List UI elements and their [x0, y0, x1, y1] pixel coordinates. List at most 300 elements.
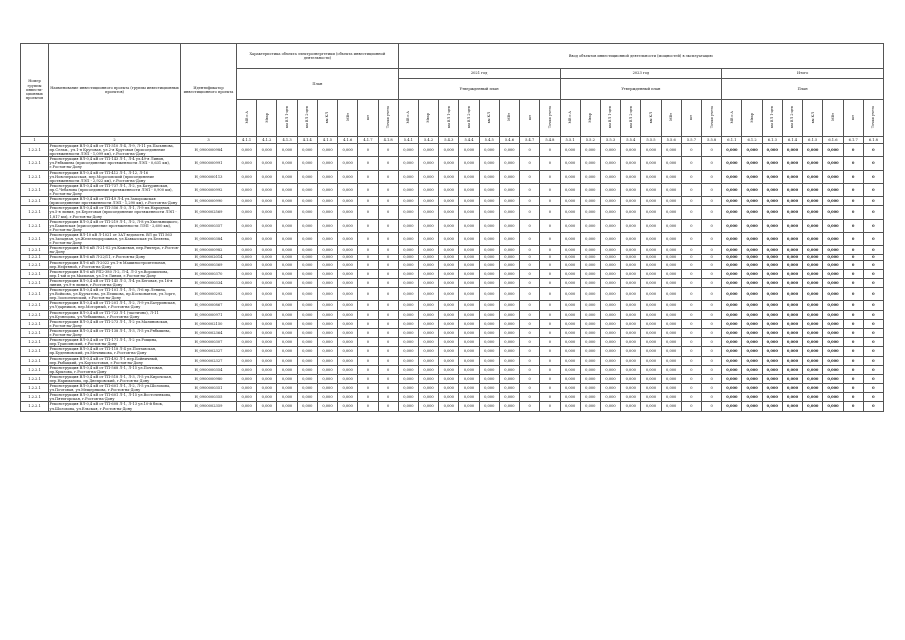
value-cell: 0,000	[722, 402, 742, 411]
value-cell: 0,000	[722, 288, 742, 301]
column-number: 4.1.8	[378, 137, 398, 144]
table-row	[21, 144, 884, 157]
value-cell: 0,000	[803, 197, 823, 206]
value-cell: 0,000	[600, 393, 620, 402]
value-cell: 0,000	[439, 255, 459, 260]
value-cell: 0,000	[418, 246, 438, 255]
value-cell: 0	[843, 328, 863, 337]
value-cell: 0,000	[317, 365, 337, 374]
value-cell: 0,000	[499, 356, 519, 365]
value-cell: 0	[863, 301, 883, 310]
value-cell: 0	[863, 288, 883, 301]
value-cell: 0,000	[722, 269, 742, 278]
value-cell: 0,000	[722, 347, 742, 356]
value-cell: 0,000	[722, 170, 742, 183]
value-cell: 0,000	[338, 170, 358, 183]
value-cell: 0	[702, 197, 722, 206]
value-cell: 0,000	[338, 365, 358, 374]
value-cell: 0,000	[600, 365, 620, 374]
header-project-id: Идентификатор инвестиционного проекта	[181, 44, 237, 137]
value-cell: 0,000	[459, 157, 479, 170]
value-cell: 0,000	[803, 288, 823, 301]
value-cell: 0,000	[459, 197, 479, 206]
value-cell: 0	[843, 356, 863, 365]
value-cell: 0,000	[661, 232, 681, 245]
value-cell: 0,000	[782, 170, 802, 183]
value-cell: 0	[681, 170, 701, 183]
value-cell: 0,000	[439, 393, 459, 402]
value-cell: 0,000	[641, 278, 661, 287]
value-cell: 0	[378, 206, 398, 219]
value-cell: 0	[843, 206, 863, 219]
value-cell: 0,000	[237, 144, 257, 157]
value-cell: 0,000	[621, 219, 641, 232]
value-cell: 0,000	[317, 374, 337, 383]
value-cell: 0	[702, 206, 722, 219]
value-cell: 0,000	[338, 310, 358, 319]
value-cell: 0,000	[479, 269, 499, 278]
value-cell: 0	[378, 219, 398, 232]
value-cell: 0	[843, 255, 863, 260]
value-cell: 0,000	[499, 338, 519, 347]
table-row	[21, 319, 884, 328]
value-cell: 0,000	[439, 157, 459, 170]
group-number-cell: 1.2.2.1	[21, 219, 49, 232]
value-cell: 0	[358, 255, 378, 260]
value-cell: 0,000	[782, 278, 802, 287]
value-cell: 0,000	[499, 328, 519, 337]
value-cell: 0	[702, 278, 722, 287]
value-cell: 0,000	[823, 269, 843, 278]
project-id-cell: Н_0900000334	[181, 278, 237, 287]
value-cell: 0,000	[600, 288, 620, 301]
value-cell: 0,000	[398, 232, 418, 245]
value-cell: 0,000	[641, 144, 661, 157]
value-cell: 0,000	[641, 356, 661, 365]
value-cell: 0,000	[459, 206, 479, 219]
value-cell: 0,000	[257, 255, 277, 260]
project-name-cell: Реконструкция ВЛ-0,4 кВ от ТП-219 Л-1, Л-2, Л-8 ул.Хмельницкого, ул.Бакинская (присоединение протяженности ЛЭП - 2,600 км), г.Ростов-на-Дону	[49, 219, 179, 232]
value-cell: 0,000	[398, 347, 418, 356]
value-cell: 0	[540, 374, 560, 383]
value-cell: 0,000	[823, 338, 843, 347]
value-cell: 0	[863, 219, 883, 232]
value-cell: 0	[540, 347, 560, 356]
group-number-cell: 1.2.2.1	[21, 260, 49, 269]
value-cell: 0,000	[560, 374, 580, 383]
value-cell: 0,000	[722, 157, 742, 170]
value-cell: 0	[540, 384, 560, 393]
value-cell: 0	[843, 246, 863, 255]
value-cell: 0,000	[317, 269, 337, 278]
project-name-cell: Реконструкция ВЛ-0,4 кВ от ТП-273 Л-1, Л-2 ул.Малиновская, г.Ростов-на-Дону	[49, 319, 181, 328]
value-cell: 0,000	[600, 206, 620, 219]
value-cell: 0,000	[398, 374, 418, 383]
project-id-cell: Н_0900002359	[181, 402, 237, 411]
project-id-cell: Н_0900002014	[181, 255, 237, 260]
column-number: 4.1.3	[277, 137, 297, 144]
unit-header	[600, 100, 620, 137]
value-cell: 0,000	[398, 365, 418, 374]
value-cell: 0,000	[459, 260, 479, 269]
project-name-cell: Реконструкция ВЛ-6 кВ РП2-380 Л-2, Л-4, Л-3 ул.Ворошилова, пер.1-ый и ул.Мыльная, ул.1-я Линия, г.Ростов-на-Дону	[49, 269, 181, 278]
unit-label: км ВЛ 1-цеп	[770, 106, 775, 129]
value-cell: 0,000	[560, 232, 580, 245]
group-number-cell: 1.2.2.1	[21, 328, 49, 337]
column-number: 5.5.6	[661, 137, 681, 144]
value-cell: 0	[681, 384, 701, 393]
value-cell: 0,000	[499, 393, 519, 402]
value-cell: 0,000	[439, 278, 459, 287]
unit-label: км КЛ	[648, 111, 653, 124]
unit-label: км КЛ	[487, 111, 492, 124]
value-cell: 0,000	[439, 246, 459, 255]
value-cell: 0,000	[418, 301, 438, 310]
value-cell: 0,000	[722, 310, 742, 319]
value-cell: 0,000	[782, 144, 802, 157]
table-row	[21, 170, 884, 183]
table-row	[21, 232, 884, 245]
group-number-cell: 1.2.2.1	[21, 197, 49, 206]
unit-header	[702, 100, 722, 137]
value-cell: 0	[702, 384, 722, 393]
value-cell: 0,000	[317, 288, 337, 301]
value-cell: 0	[681, 278, 701, 287]
value-cell: 0,000	[742, 347, 762, 356]
value-cell: 0,000	[580, 374, 600, 383]
value-cell: 0,000	[257, 338, 277, 347]
group-number-cell: 1.2.2.1	[21, 232, 49, 245]
value-cell: 0,000	[338, 356, 358, 365]
value-cell: 0,000	[297, 319, 317, 328]
project-name-cell: Реконструкция ВЛ-0,4 кВ от ТП-356 Л-3, Л-1, Л-9 пл.Народная, ул.5-я линия, ул.Береговая (присоединение протяженности ЛЭП - 1,817 км), г.Ростов-на-Дону	[49, 206, 181, 219]
value-cell: 0	[520, 183, 540, 196]
value-cell: 0	[358, 310, 378, 319]
header-2023-plan-agreed: Утвержденный план	[560, 79, 722, 100]
value-cell: 0,000	[257, 170, 277, 183]
value-cell: 0,000	[459, 310, 479, 319]
value-cell: 0	[681, 356, 701, 365]
value-cell: 0,000	[237, 170, 257, 183]
value-cell: 0,000	[398, 328, 418, 337]
value-cell: 0	[863, 278, 883, 287]
value-cell: 0,000	[742, 232, 762, 245]
value-cell: 0,000	[560, 255, 580, 260]
value-cell: 0,000	[459, 144, 479, 157]
value-cell: 0,000	[277, 278, 297, 287]
value-cell: 0,000	[782, 402, 802, 411]
value-cell: 0,000	[418, 356, 438, 365]
value-cell: 0,000	[257, 157, 277, 170]
value-cell: 0,000	[277, 374, 297, 383]
value-cell: 0,000	[580, 197, 600, 206]
value-cell: 0,000	[661, 402, 681, 411]
unit-header	[823, 100, 843, 137]
value-cell: 0,000	[782, 183, 802, 196]
value-cell: 0,000	[661, 310, 681, 319]
value-cell: 0,000	[338, 144, 358, 157]
project-name-cell: Реконструкция ВЛ-0,4 кВ от ТП-412 Л-1, Л-12, Л-16 ул.Новочеркасская, пер.Морозовский (присоединение протяженности ЛЭП - 2,922 км), г.Ростов-на-Дону	[49, 170, 181, 183]
value-cell: 0	[863, 356, 883, 365]
value-cell: 0,000	[621, 328, 641, 337]
value-cell: 0,000	[621, 255, 641, 260]
table-row	[21, 206, 884, 219]
value-cell: 0,000	[459, 393, 479, 402]
value-cell: 0,000	[297, 365, 317, 374]
value-cell: 0,000	[317, 347, 337, 356]
column-number: 5.4.2	[418, 137, 438, 144]
value-cell: 0	[681, 365, 701, 374]
value-cell: 0,000	[277, 157, 297, 170]
value-cell: 0,000	[782, 328, 802, 337]
value-cell: 0,000	[317, 278, 337, 287]
value-cell: 0,000	[722, 197, 742, 206]
value-cell: 0	[378, 365, 398, 374]
value-cell: 0	[863, 393, 883, 402]
value-cell: 0,000	[742, 374, 762, 383]
value-cell: 0	[540, 288, 560, 301]
unit-label: км ВЛ 2-цеп	[628, 106, 633, 129]
value-cell: 0,000	[560, 246, 580, 255]
value-cell: 0,000	[439, 183, 459, 196]
value-cell: 0,000	[762, 269, 782, 278]
value-cell: 0,000	[661, 374, 681, 383]
value-cell: 0,000	[661, 170, 681, 183]
value-cell: 0,000	[418, 288, 438, 301]
value-cell: 0,000	[762, 384, 782, 393]
value-cell: 0	[702, 374, 722, 383]
value-cell: 0	[681, 310, 701, 319]
value-cell: 0,000	[823, 384, 843, 393]
value-cell: 0,000	[317, 402, 337, 411]
value-cell: 0,000	[742, 260, 762, 269]
value-cell: 0,000	[661, 183, 681, 196]
column-number: 5.4.4	[459, 137, 479, 144]
value-cell: 0	[520, 338, 540, 347]
value-cell: 0	[520, 278, 540, 287]
value-cell: 0,000	[621, 374, 641, 383]
unit-label: шт	[689, 114, 694, 120]
value-cell: 0,000	[803, 338, 823, 347]
value-cell: 0,000	[580, 356, 600, 365]
value-cell: 0,000	[803, 310, 823, 319]
value-cell: 0,000	[257, 356, 277, 365]
value-cell: 0,000	[782, 219, 802, 232]
group-number-cell: 1.2.2.1	[21, 356, 49, 365]
value-cell: 0,000	[398, 393, 418, 402]
value-cell: 0,000	[600, 269, 620, 278]
value-cell: 0,000	[560, 197, 580, 206]
column-number: 6.1.5	[803, 137, 823, 144]
value-cell: 0	[843, 197, 863, 206]
value-cell: 0	[702, 260, 722, 269]
project-name-cell: Реконструкция ВЛ-0,4 кВ от ТП-145 Л-3, Л-4 ул.Беговая, ул.16-я линия, ул.9-я линия, г.Ростов-на-Дону	[49, 278, 181, 287]
value-cell: 0	[520, 393, 540, 402]
value-cell: 0,000	[621, 402, 641, 411]
value-cell: 0,000	[742, 255, 762, 260]
value-cell: 0,000	[803, 269, 823, 278]
group-number-cell: 1.2.2.1	[21, 255, 49, 260]
value-cell: 0,000	[257, 246, 277, 255]
value-cell: 0,000	[317, 246, 337, 255]
value-cell: 0,000	[600, 183, 620, 196]
unit-header	[843, 100, 863, 137]
project-name-cell: Реконструкция ВЛ-0,4 кВ от ТП-201 Л-1, Л-2, Л-9 ул.Батуринская, ул.Ударников, пер.Моторный, г.Ростов-на-Дону	[49, 301, 181, 310]
value-cell: 0,000	[742, 384, 762, 393]
value-cell: 0,000	[762, 319, 782, 328]
value-cell: 0,000	[418, 374, 438, 383]
group-number-cell: 1.2.2.1	[21, 347, 49, 356]
value-cell: 0	[702, 301, 722, 310]
value-cell: 0,000	[257, 393, 277, 402]
value-cell: 0	[702, 338, 722, 347]
value-cell: 0,000	[823, 319, 843, 328]
value-cell: 0	[358, 365, 378, 374]
value-cell: 0,000	[661, 347, 681, 356]
value-cell: 0	[843, 183, 863, 196]
value-cell: 0	[540, 278, 560, 287]
value-cell: 0	[843, 301, 863, 310]
value-cell: 0,000	[762, 365, 782, 374]
value-cell: 0,000	[803, 384, 823, 393]
value-cell: 0,000	[621, 197, 641, 206]
value-cell: 0,000	[782, 319, 802, 328]
unit-header	[499, 100, 519, 137]
value-cell: 0,000	[338, 301, 358, 310]
unit-header	[338, 100, 358, 137]
value-cell: 0,000	[782, 365, 802, 374]
value-cell: 0,000	[621, 301, 641, 310]
value-cell: 0,000	[621, 338, 641, 347]
value-cell: 0,000	[398, 206, 418, 219]
value-cell: 0,000	[439, 319, 459, 328]
value-cell: 0,000	[398, 197, 418, 206]
value-cell: 0,000	[742, 278, 762, 287]
value-cell: 0,000	[641, 206, 661, 219]
value-cell: 0,000	[823, 356, 843, 365]
value-cell: 0,000	[661, 260, 681, 269]
project-name-cell: Реконструкция ВЛ-0,4 кВ от ТП-737 Л-1, Л-2, ул.Батуринская, пр.С.Чебанова (присоединение протяженности ЛЭП - 0,900 км), г.Ростов-на-Дону	[49, 183, 181, 196]
value-cell: 0,000	[338, 374, 358, 383]
value-cell: 0	[520, 170, 540, 183]
unit-label: км КЛ	[810, 111, 815, 124]
value-cell: 0,000	[277, 319, 297, 328]
value-cell: 0,000	[398, 255, 418, 260]
value-cell: 0,000	[722, 255, 742, 260]
value-cell: 0	[863, 384, 883, 393]
value-cell: 0	[843, 288, 863, 301]
header-group-number: Номер группы инвести-ционных проектов	[21, 44, 49, 137]
value-cell: 0,000	[499, 197, 519, 206]
project-name-cell: Реконструкция ВЛ-0,4 кВ от ТП-608 Л-1, Л-13 ул.10-й блок, ул.Шолохова, ул.Ельская, г.Ростов-на-Дону	[49, 402, 181, 411]
value-cell: 0,000	[722, 384, 742, 393]
unit-label: шт	[365, 114, 370, 120]
column-number: 5.4.6	[499, 137, 519, 144]
unit-label: км КЛ	[325, 111, 330, 124]
value-cell: 0	[378, 170, 398, 183]
unit-label: Мвар	[264, 112, 269, 123]
value-cell: 0	[358, 328, 378, 337]
value-cell: 0,000	[237, 328, 257, 337]
value-cell: 0,000	[560, 269, 580, 278]
unit-header	[560, 100, 580, 137]
value-cell: 0,000	[762, 338, 782, 347]
value-cell: 0,000	[600, 219, 620, 232]
value-cell: 0,000	[338, 347, 358, 356]
table-row	[21, 374, 884, 383]
group-number-cell: 1.2.2.1	[21, 288, 49, 301]
value-cell: 0,000	[641, 301, 661, 310]
value-cell: 0,000	[621, 183, 641, 196]
value-cell: 0	[540, 170, 560, 183]
column-number: 5.5.4	[621, 137, 641, 144]
value-cell: 0,000	[277, 269, 297, 278]
value-cell: 0,000	[237, 232, 257, 245]
value-cell: 0,000	[742, 301, 762, 310]
value-cell: 0,000	[277, 260, 297, 269]
value-cell: 0,000	[479, 356, 499, 365]
project-id-cell: Н_0900000384	[181, 232, 237, 245]
value-cell: 0	[702, 269, 722, 278]
value-cell: 0,000	[297, 144, 317, 157]
value-cell: 0,000	[803, 246, 823, 255]
value-cell: 0,000	[803, 278, 823, 287]
column-number: 5.5.3	[600, 137, 620, 144]
unit-header	[621, 100, 641, 137]
value-cell: 0,000	[621, 393, 641, 402]
value-cell: 0,000	[823, 402, 843, 411]
header-characteristics: Характеристика объекта электроэнергетики (объекта инвестиционной деятельности)	[237, 44, 399, 69]
value-cell: 0,000	[580, 278, 600, 287]
value-cell: 0	[681, 260, 701, 269]
value-cell: 0,000	[600, 374, 620, 383]
value-cell: 0,000	[499, 246, 519, 255]
value-cell: 0	[681, 328, 701, 337]
value-cell: 0	[681, 246, 701, 255]
table-row	[21, 246, 884, 255]
value-cell: 0,000	[499, 301, 519, 310]
value-cell: 0,000	[277, 393, 297, 402]
value-cell: 0,000	[762, 393, 782, 402]
unit-header	[540, 100, 560, 137]
header-year-2023: 2023 год	[560, 69, 722, 79]
value-cell: 0,000	[803, 206, 823, 219]
value-cell: 0,000	[803, 232, 823, 245]
value-cell: 0,000	[823, 232, 843, 245]
value-cell: 0,000	[459, 288, 479, 301]
value-cell: 0	[540, 255, 560, 260]
value-cell: 0	[702, 183, 722, 196]
value-cell: 0	[843, 232, 863, 245]
value-cell: 0	[540, 206, 560, 219]
value-cell: 0,000	[762, 157, 782, 170]
unit-header	[317, 100, 337, 137]
value-cell: 0,000	[237, 374, 257, 383]
value-cell: 0,000	[459, 356, 479, 365]
value-cell: 0,000	[277, 170, 297, 183]
project-id-cell: Н_0900000982	[181, 246, 237, 255]
value-cell: 0,000	[499, 365, 519, 374]
value-cell: 0,000	[338, 393, 358, 402]
value-cell: 0,000	[742, 338, 762, 347]
value-cell: 0,000	[439, 206, 459, 219]
value-cell: 0	[843, 374, 863, 383]
table-row	[21, 197, 884, 206]
value-cell: 0,000	[499, 269, 519, 278]
value-cell: 0,000	[661, 328, 681, 337]
value-cell: 0,000	[479, 384, 499, 393]
value-cell: 0,000	[459, 402, 479, 411]
